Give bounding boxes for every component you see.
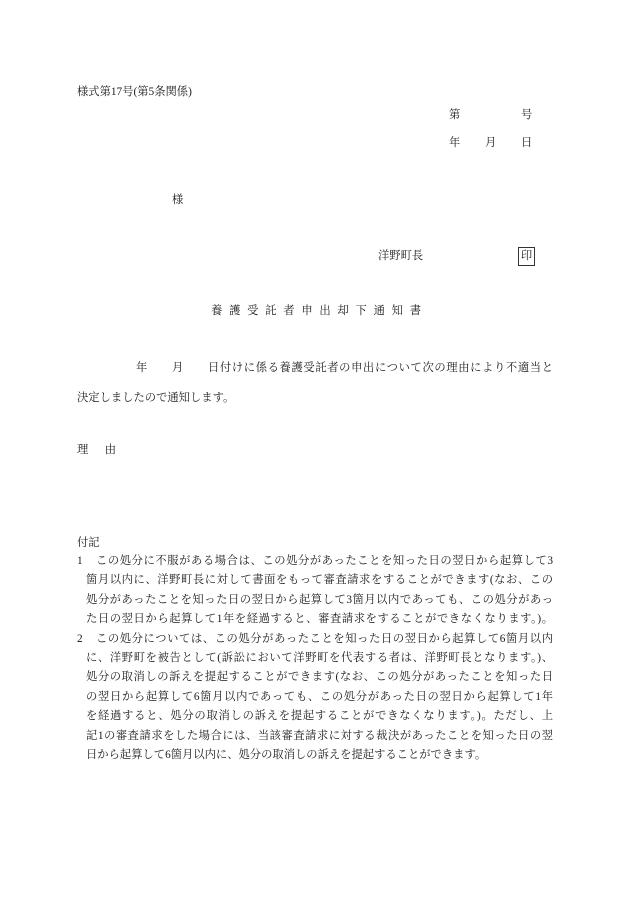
notes-heading: 付記 <box>77 537 100 549</box>
issue-date-day: 日 <box>521 137 533 149</box>
body-line-1: 日付けに係る養護受託者の申出について次の理由により不適当と <box>208 362 553 374</box>
issue-date-month: 月 <box>485 137 497 149</box>
document-number-prefix: 第 <box>449 109 461 121</box>
reason-heading: 理由 <box>77 444 116 456</box>
body-line-2: 決定しましたので通知します。 <box>77 392 235 404</box>
note-line: を経過すると、処分の取消しの訴えを提起することができなくなります。)。ただし、上 <box>86 710 553 722</box>
issuer-title: 洋野町長 <box>378 250 424 262</box>
body-year-label: 年 <box>136 362 148 374</box>
note-line: 処分があったことを知った日の翌日から起算して3箇月以内であっても、この処分があっ <box>86 594 553 606</box>
note-number: 1 <box>77 555 83 567</box>
note-line: 処分の取消しの訴えを提起することができます(なお、この処分があったことを知った日 <box>86 671 553 683</box>
document-title: 養護受託者申出却下通知書 <box>211 305 421 317</box>
document-number-suffix: 号 <box>521 109 533 121</box>
note-line: 記1の審査請求をした場合には、当該審査請求に対する裁決があったことを知った日の翌 <box>86 730 553 742</box>
note-line: この処分については、この処分があったことを知った日の翌日から起算して6箇月以内 <box>96 633 553 645</box>
body-month-label: 月 <box>172 362 184 374</box>
note-line: た日の翌日から起算して1年を経過すると、審査請求をすることができなくなります。)。 <box>86 613 553 625</box>
note-line: に、洋野町を被告として(訴訟において洋野町を代表する者は、洋野町長となります。)、 <box>86 652 553 664</box>
note-line: 箇月以内に、洋野町長に対して書面をもって審査請求をすることができます(なお、この <box>86 574 553 586</box>
issue-date-year: 年 <box>449 137 461 149</box>
note-line: の翌日から起算して6箇月以内であっても、この処分があった日の翌日から起算して1年 <box>86 691 553 703</box>
note-line: 日から起算して6箇月以内に、処分の取消しの訴えを提起することができます。 <box>86 749 487 761</box>
note-number: 2 <box>77 633 83 645</box>
seal-mark: 印 <box>518 247 535 266</box>
note-line: この処分に不服がある場合は、この処分があったことを知った日の翌日から起算して3 <box>96 555 553 567</box>
form-number: 様式第17号(第5条関係) <box>77 86 192 98</box>
addressee-honorific: 様 <box>172 194 184 206</box>
